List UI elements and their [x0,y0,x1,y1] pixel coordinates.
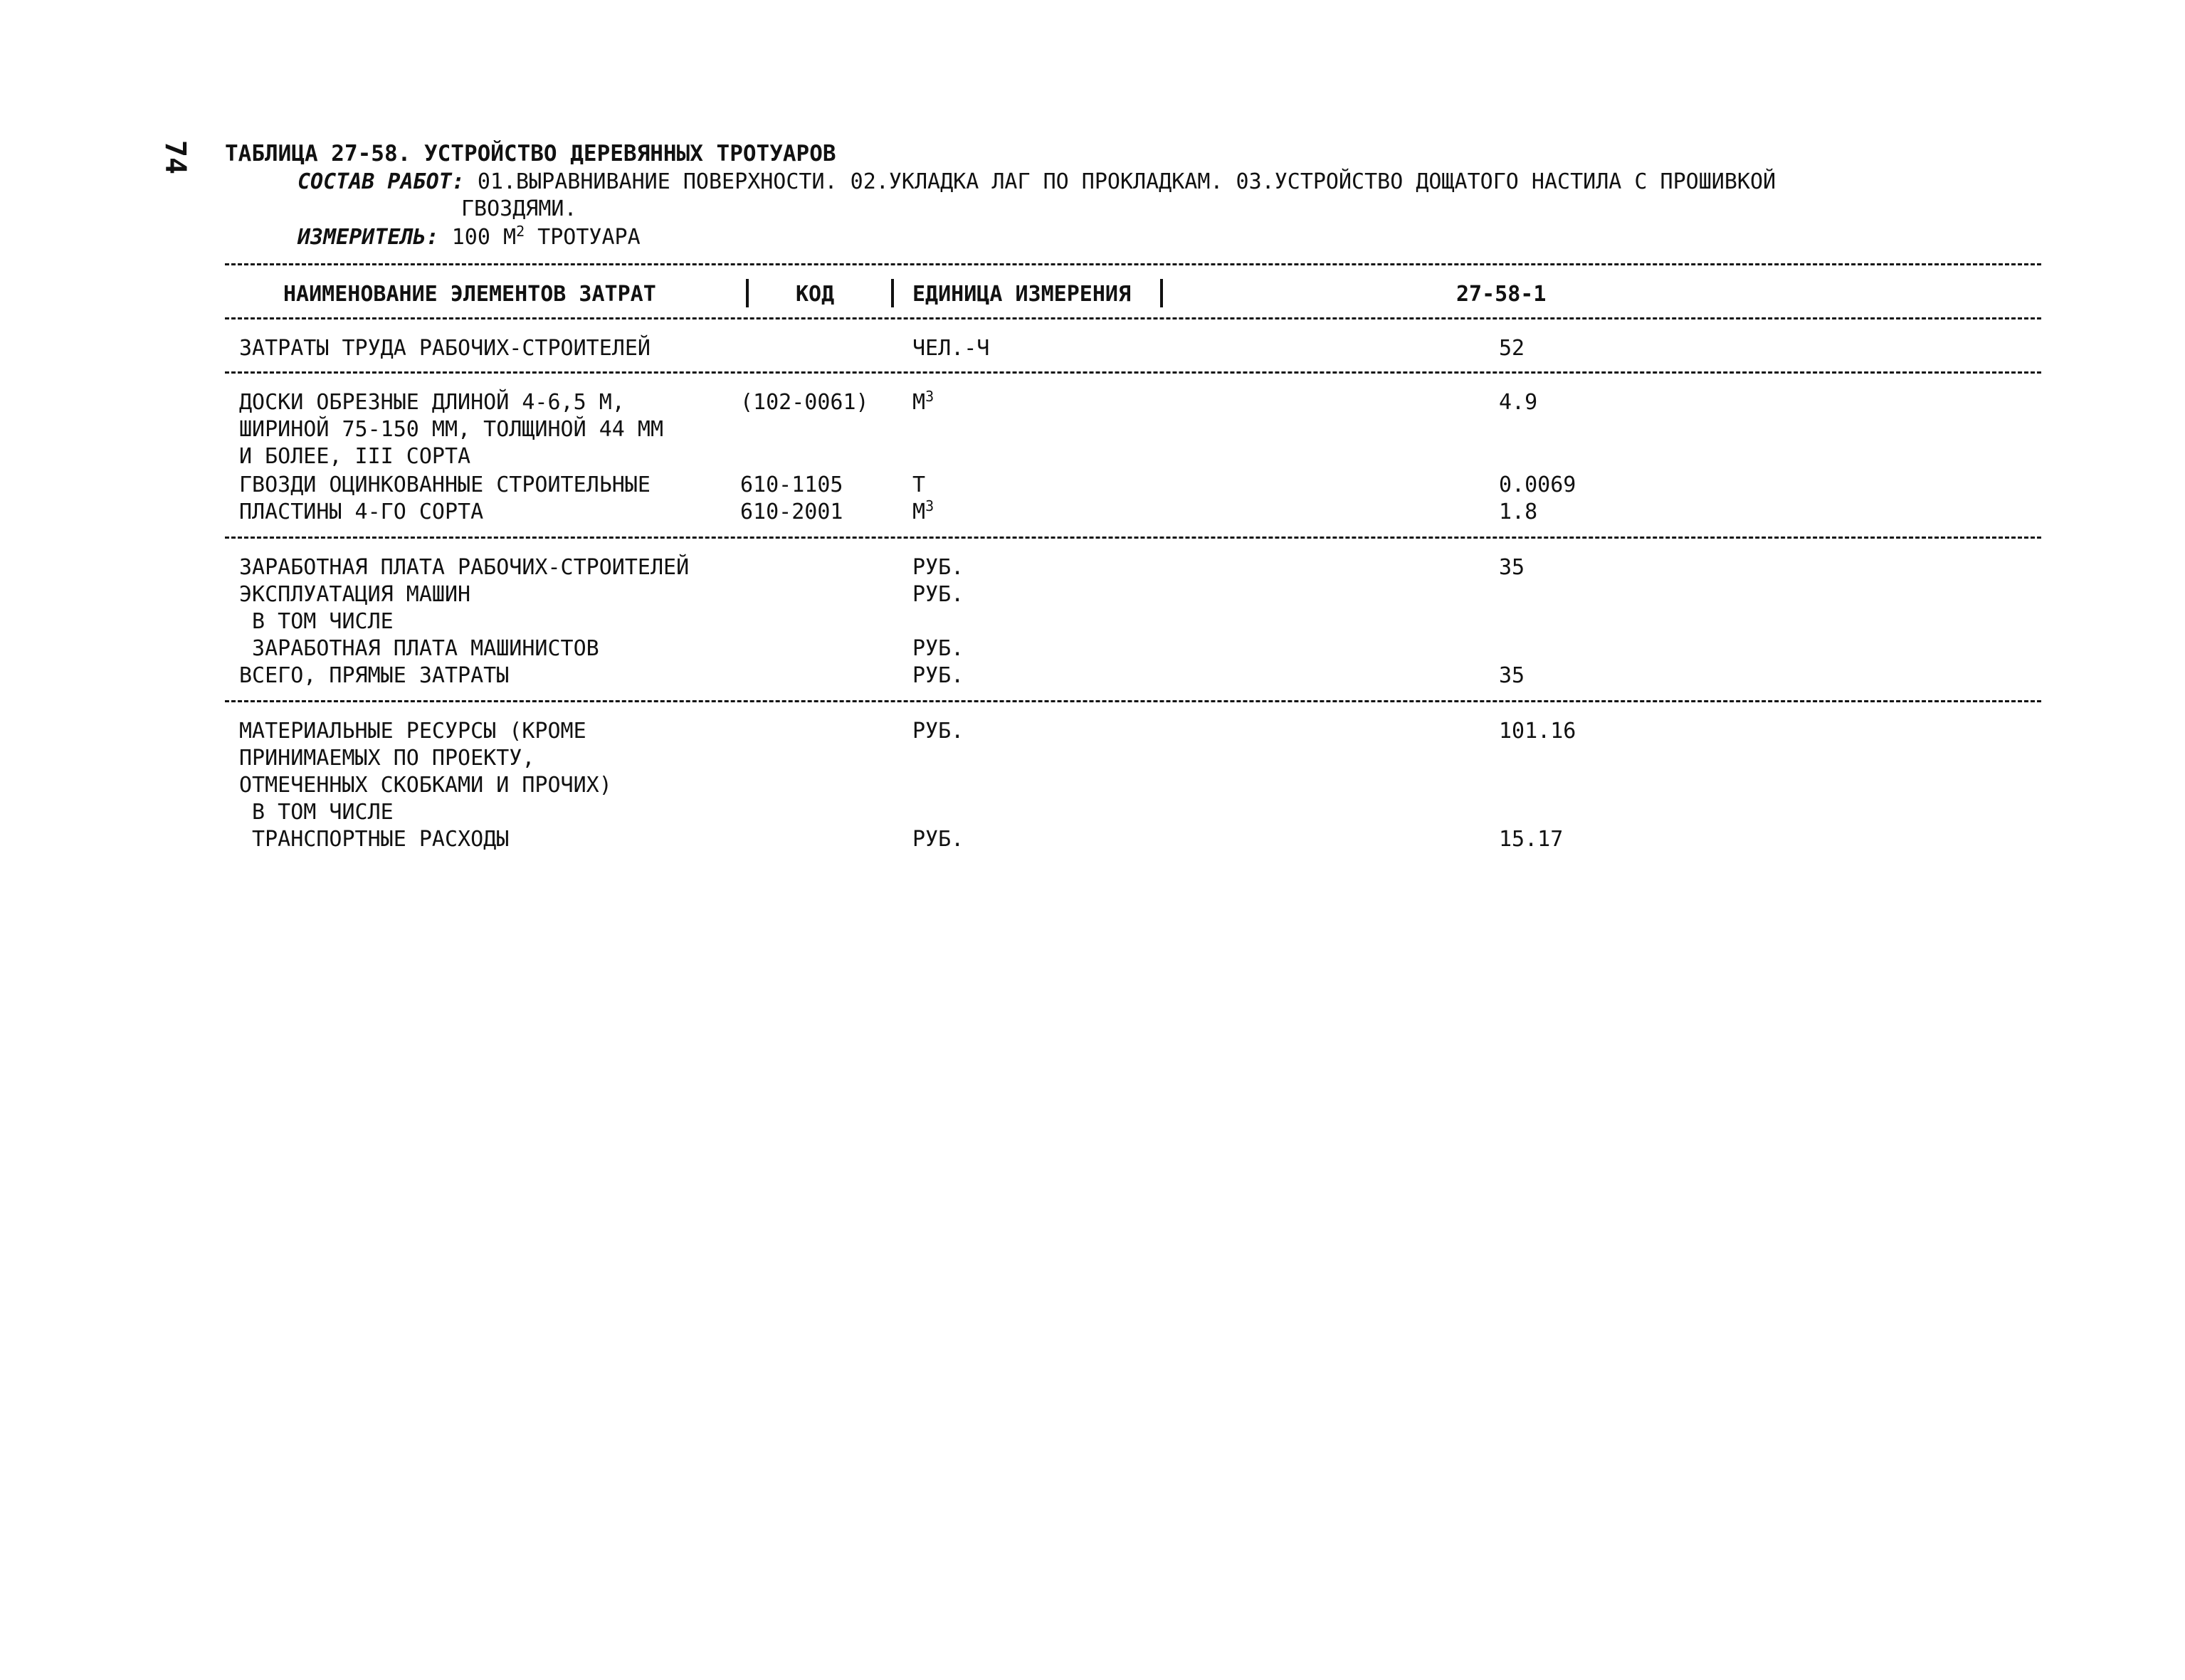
header-rule [225,317,2041,319]
row-value: 35 [1499,555,1525,580]
measure-suffix: ТРОТУАРА [537,225,641,250]
row-code: (102-0061) [740,390,869,415]
row-unit [912,497,934,524]
row-value: 1.8 [1499,500,1538,524]
row-unit-text: Т [912,472,926,497]
row-name: В ТОМ ЧИСЛЕ [239,800,394,825]
row-name: ДОСКИ ОБРЕЗНЫЕ ДЛИНОЙ 4-6,5 М, [239,390,625,415]
row-name: ПЛАСТИНЫ 4-ГО СОРТА [239,500,484,524]
row-name: МАТЕРИАЛЬНЫЕ РЕСУРСЫ (КРОМЕ [239,719,586,744]
row-name: ТРАНСПОРТНЫЕ РАСХОДЫ [239,827,510,852]
section-rule [225,700,2041,702]
row-unit-text: РУБ. [912,582,964,607]
section-rule [225,537,2041,539]
header-norm: 27-58-1 [1456,282,1547,307]
row-unit-exponent: 3 [925,388,934,405]
row-name: И БОЛЕЕ, III СОРТА [239,444,471,469]
header-name: НАИМЕНОВАНИЕ ЭЛЕМЕНТОВ ЗАТРАТ [283,282,656,307]
row-unit [912,555,964,580]
row-unit-text: РУБ. [912,636,964,661]
row-unit [912,719,964,744]
table-top-rule [225,263,2041,265]
row-name: В ТОМ ЧИСЛЕ [239,609,394,634]
header-code: КОД [796,282,835,307]
row-name: ЗАРАБОТНАЯ ПЛАТА МАШИНИСТОВ [239,636,599,661]
row-unit-text: РУБ. [912,555,964,580]
work-composition-continuation: ГВОЗДЯМИ. [461,196,577,221]
page-number: 74 [159,139,192,175]
measure-exponent: 2 [516,223,525,240]
row-unit [912,582,964,607]
work-composition-line [298,169,1776,194]
row-value: 4.9 [1499,390,1538,415]
measure-label: ИЗМЕРИТЕЛЬ: [298,225,439,250]
header-separator [1160,279,1163,307]
row-value: 15.17 [1499,827,1564,852]
measure-value: 100 М [451,225,517,250]
row-code: 610-1105 [740,472,843,497]
row-name: ОТМЕЧЕННЫХ СКОБКАМИ И ПРОЧИХ) [239,773,612,798]
row-name: ЗАТРАТЫ ТРУДА РАБОЧИХ-СТРОИТЕЛЕЙ [239,336,651,361]
row-unit [912,336,989,361]
row-unit-exponent: 3 [925,497,934,514]
row-unit [912,472,925,497]
row-code: 610-2001 [740,500,843,524]
row-name: ЗАРАБОТНАЯ ПЛАТА РАБОЧИХ-СТРОИТЕЛЕЙ [239,555,690,580]
header-separator [891,279,894,307]
row-unit [912,827,964,852]
row-unit [912,390,934,415]
row-unit-text: М [912,390,926,415]
row-unit-text: ЧЕЛ.-Ч [912,336,990,361]
row-unit-text: РУБ. [912,827,964,852]
header-separator [746,279,749,307]
row-value: 35 [1499,663,1525,688]
row-unit [912,636,964,661]
header-unit: ЕДИНИЦА ИЗМЕРЕНИЯ [912,282,1132,307]
row-value: 0.0069 [1499,472,1576,497]
row-unit-text: РУБ. [912,719,964,744]
table-title: ТАБЛИЦА 27-58. УСТРОЙСТВО ДЕРЕВЯННЫХ ТРОТУАРОВ [225,141,836,167]
row-name: ШИРИНОЙ 75-150 ММ, ТОЛЩИНОЙ 44 ММ [239,417,664,442]
section-rule [225,371,2041,374]
row-unit-text: РУБ. [912,663,964,688]
row-name: ПРИНИМАЕМЫХ ПО ПРОЕКТУ, [239,746,535,771]
row-name: ВСЕГО, ПРЯМЫЕ ЗАТРАТЫ [239,663,510,688]
measure-line [298,225,641,250]
row-name: ЭКСПЛУАТАЦИЯ МАШИН [239,582,471,607]
row-value: 52 [1499,336,1525,361]
row-value: 101.16 [1499,719,1576,744]
work-composition-label: СОСТАВ РАБОТ: [298,169,465,194]
row-name: ГВОЗДИ ОЦИНКОВАННЫЕ СТРОИТЕЛЬНЫЕ [239,472,651,497]
row-unit [912,663,964,688]
row-unit-text: М [912,500,926,524]
work-composition-text: 01.ВЫРАВНИВАНИЕ ПОВЕРХНОСТИ. 02.УКЛАДКА ЛАГ ПО ПРОКЛАДКАМ. 03.УСТРОЙСТВО ДОЩАТОГО НАСТИЛА С ПРОШИВКОЙ [477,169,1776,194]
